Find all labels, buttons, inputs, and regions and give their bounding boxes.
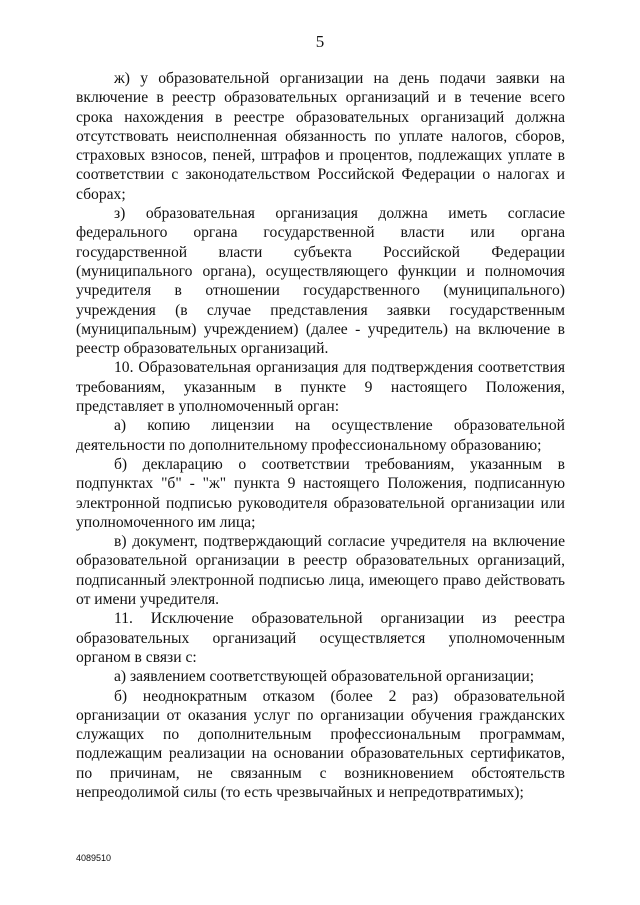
page-number: 5: [315, 32, 325, 51]
paragraph-10-v: в) документ, подтверждающий согласие учредителя на включение образовательной организации в реестр образовательных организаций, подписанный электронной подписью лица, имеющего право действовать от имени учредителя.: [76, 533, 565, 609]
paragraph-10-b: б) декларацию о соответствии требованиям, указанным в подпунктах "б" - "ж" пункта 9 настоящего Положения, подписанную электронной подписью руководителя образовательной организации или уполномоченного им лица;: [76, 455, 565, 531]
paragraph-10-a: а) копию лицензии на осуществление образовательной деятельности по дополнительному профессиональному образованию;: [76, 417, 565, 454]
document-body: [76, 69, 565, 802]
paragraph-zh: ж) у образовательной организации на день подачи заявки на включение в реестр образовательных организаций и в течение всего срока нахождения в реестре образовательных организаций должна отсутствовать неисполненная обязанность по уплате налогов, сборов, страховых взносов, пеней, штрафов и процентов, подлежащих уплате в соответствии с законодательством Российской Федерации о налогах и сборах;: [76, 70, 565, 203]
footer-document-code: 4089510: [76, 853, 112, 863]
paragraph-11-b: б) неоднократным отказом (более 2 раз) образовательной организации от оказания услуг по организации обучения гражданских служащих по дополнительным профессиональным программам, подлежащим реализации на основании образовательных сертификатов, по причинам, не связанным с возникновением обстоятельств непреодолимой силы (то есть чрезвычайных и непредотвратимых);: [76, 687, 565, 801]
paragraph-10: 10. Образовательная организация для подтверждения соответствия требованиям, указанным в пункте 9 настоящего Положения, представляет в уполномоченный орган:: [76, 359, 565, 416]
paragraph-11-a: а) заявлением соответствующей образовательной организации;: [114, 668, 535, 686]
paragraph-11: 11. Исключение образовательной организации из реестра образовательных организаций осуществляется уполномоченным органом в связи с:: [76, 610, 565, 666]
paragraph-z: з) образовательная организация должна иметь согласие федерального органа государственной власти или органа государственной власти субъекта Российской Федерации (муниципального органа), осуществляющего функции и полномочия учредителя в отношении государственного (муниципального) учреждения (в случае представления заявки государственным (муниципальным) учреждением) (далее - учредитель) на включение в реестр образовательных организаций.: [76, 205, 565, 358]
